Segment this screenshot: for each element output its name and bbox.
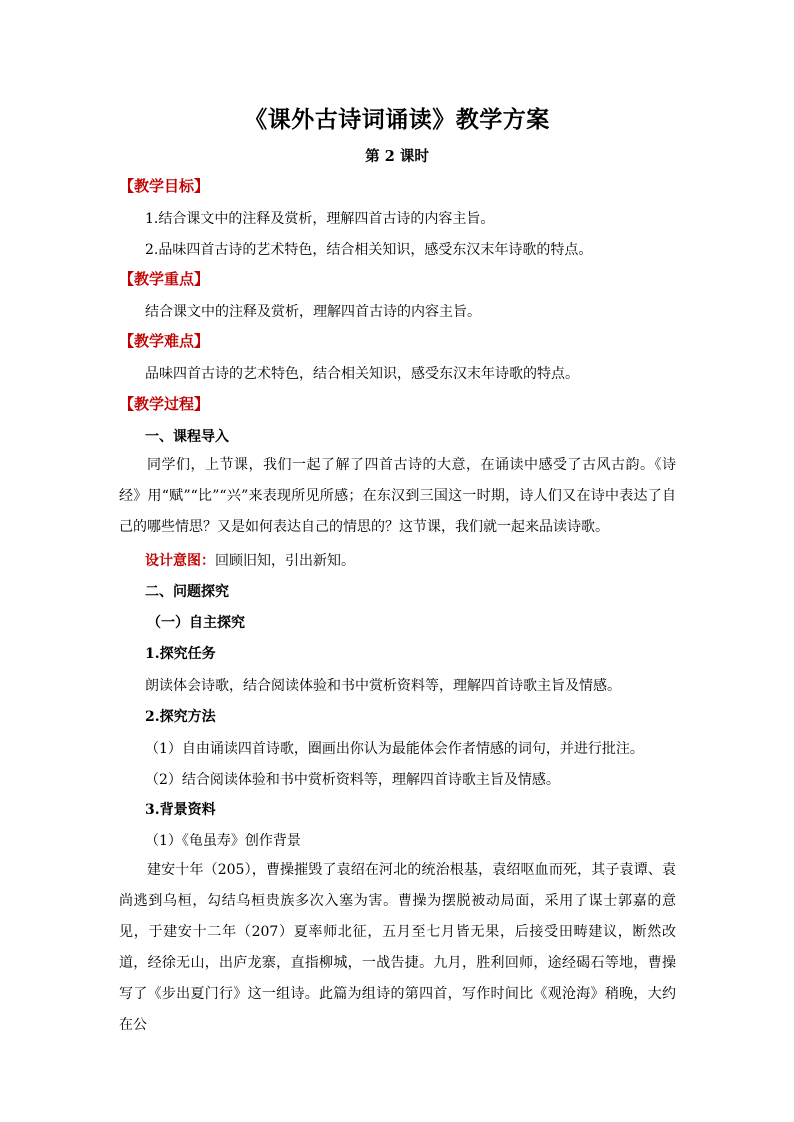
difficulties-text: 品味四首古诗的艺术特色，结合相关知识，感受东汉末年诗歌的特点。 [145, 366, 579, 382]
background-heading: 3.背景资料 [145, 802, 216, 818]
self-inquiry-heading: （一）自主探究 [147, 615, 245, 631]
key-points-text: 结合课文中的注释及赏析，理解四首古诗的内容主旨。 [145, 304, 481, 320]
goals-heading: 【教学目标】 [119, 177, 210, 195]
background-paragraph: 建安十年（205），曹操摧毁了袁绍在河北的统治根基，袁绍呕血而死，其子袁谭、袁尚逃到乌桓，勾结乌桓贵族多次入塞为害。曹操为摆脱被动局面，采用了谋士郭嘉的意见，于建安十二年（207）夏率师北征，五月至七月皆无果，后接受田畴建议，断然改道，经徐无山，出庐龙寨，直指柳城，一战告捷。九月，胜利回师，途经碣石等地，曹操写了《步出夏门行》这一组诗。此篇为组诗的第四首，写作时间比《观沧海》稍晚，大约在公 [119, 862, 676, 1033]
design-intent [145, 550, 355, 570]
key-points-heading: 【教学重点】 [119, 270, 210, 288]
method-item-2: （2）结合阅读体验和书中赏析资料等，理解四首诗歌主旨及情感。 [145, 772, 560, 788]
lesson-subtitle: 第 2 课时 [365, 148, 429, 165]
method-item-1: （1）自由诵读四首诗歌，圈画出你认为最能体会作者情感的词句，并进行批注。 [145, 741, 644, 757]
part1-heading: 一、课程导入 [145, 429, 229, 445]
task-text: 朗读体会诗歌，结合阅读体验和书中赏析资料等，理解四首诗歌主旨及情感。 [145, 678, 621, 694]
goal-item-2: 2.品味四首古诗的艺术特色，结合相关知识，感受东汉末年诗歌的特点。 [145, 242, 593, 258]
design-intent-label: 设计意图： [145, 553, 215, 569]
background-subheading: （1）《龟虽寿》创作背景 [145, 833, 301, 849]
goal-item-1: 1.结合课文中的注释及赏析，理解四首古诗的内容主旨。 [145, 211, 495, 227]
part2-heading: 二、问题探究 [145, 584, 229, 600]
task-heading: 1.探究任务 [145, 646, 216, 662]
design-intent-text: 回顾旧知，引出新知。 [215, 553, 355, 569]
intro-paragraph: 同学们，上节课，我们一起了解了四首古诗的大意，在诵读中感受了古风古韵。《诗经》用“赋”“比”“兴”来表现所见所感；在东汉到三国这一时期，诗人们又在诗中表达了自己的哪些情思？又是如何表达自己的情思的？这节课，我们就一起来品读诗歌。 [119, 457, 676, 535]
method-heading: 2.探究方法 [145, 709, 216, 725]
document-title: 《课外古诗词诵读》教学方案 [244, 106, 550, 133]
process-heading: 【教学过程】 [119, 395, 210, 413]
difficulties-heading: 【教学难点】 [119, 332, 210, 350]
